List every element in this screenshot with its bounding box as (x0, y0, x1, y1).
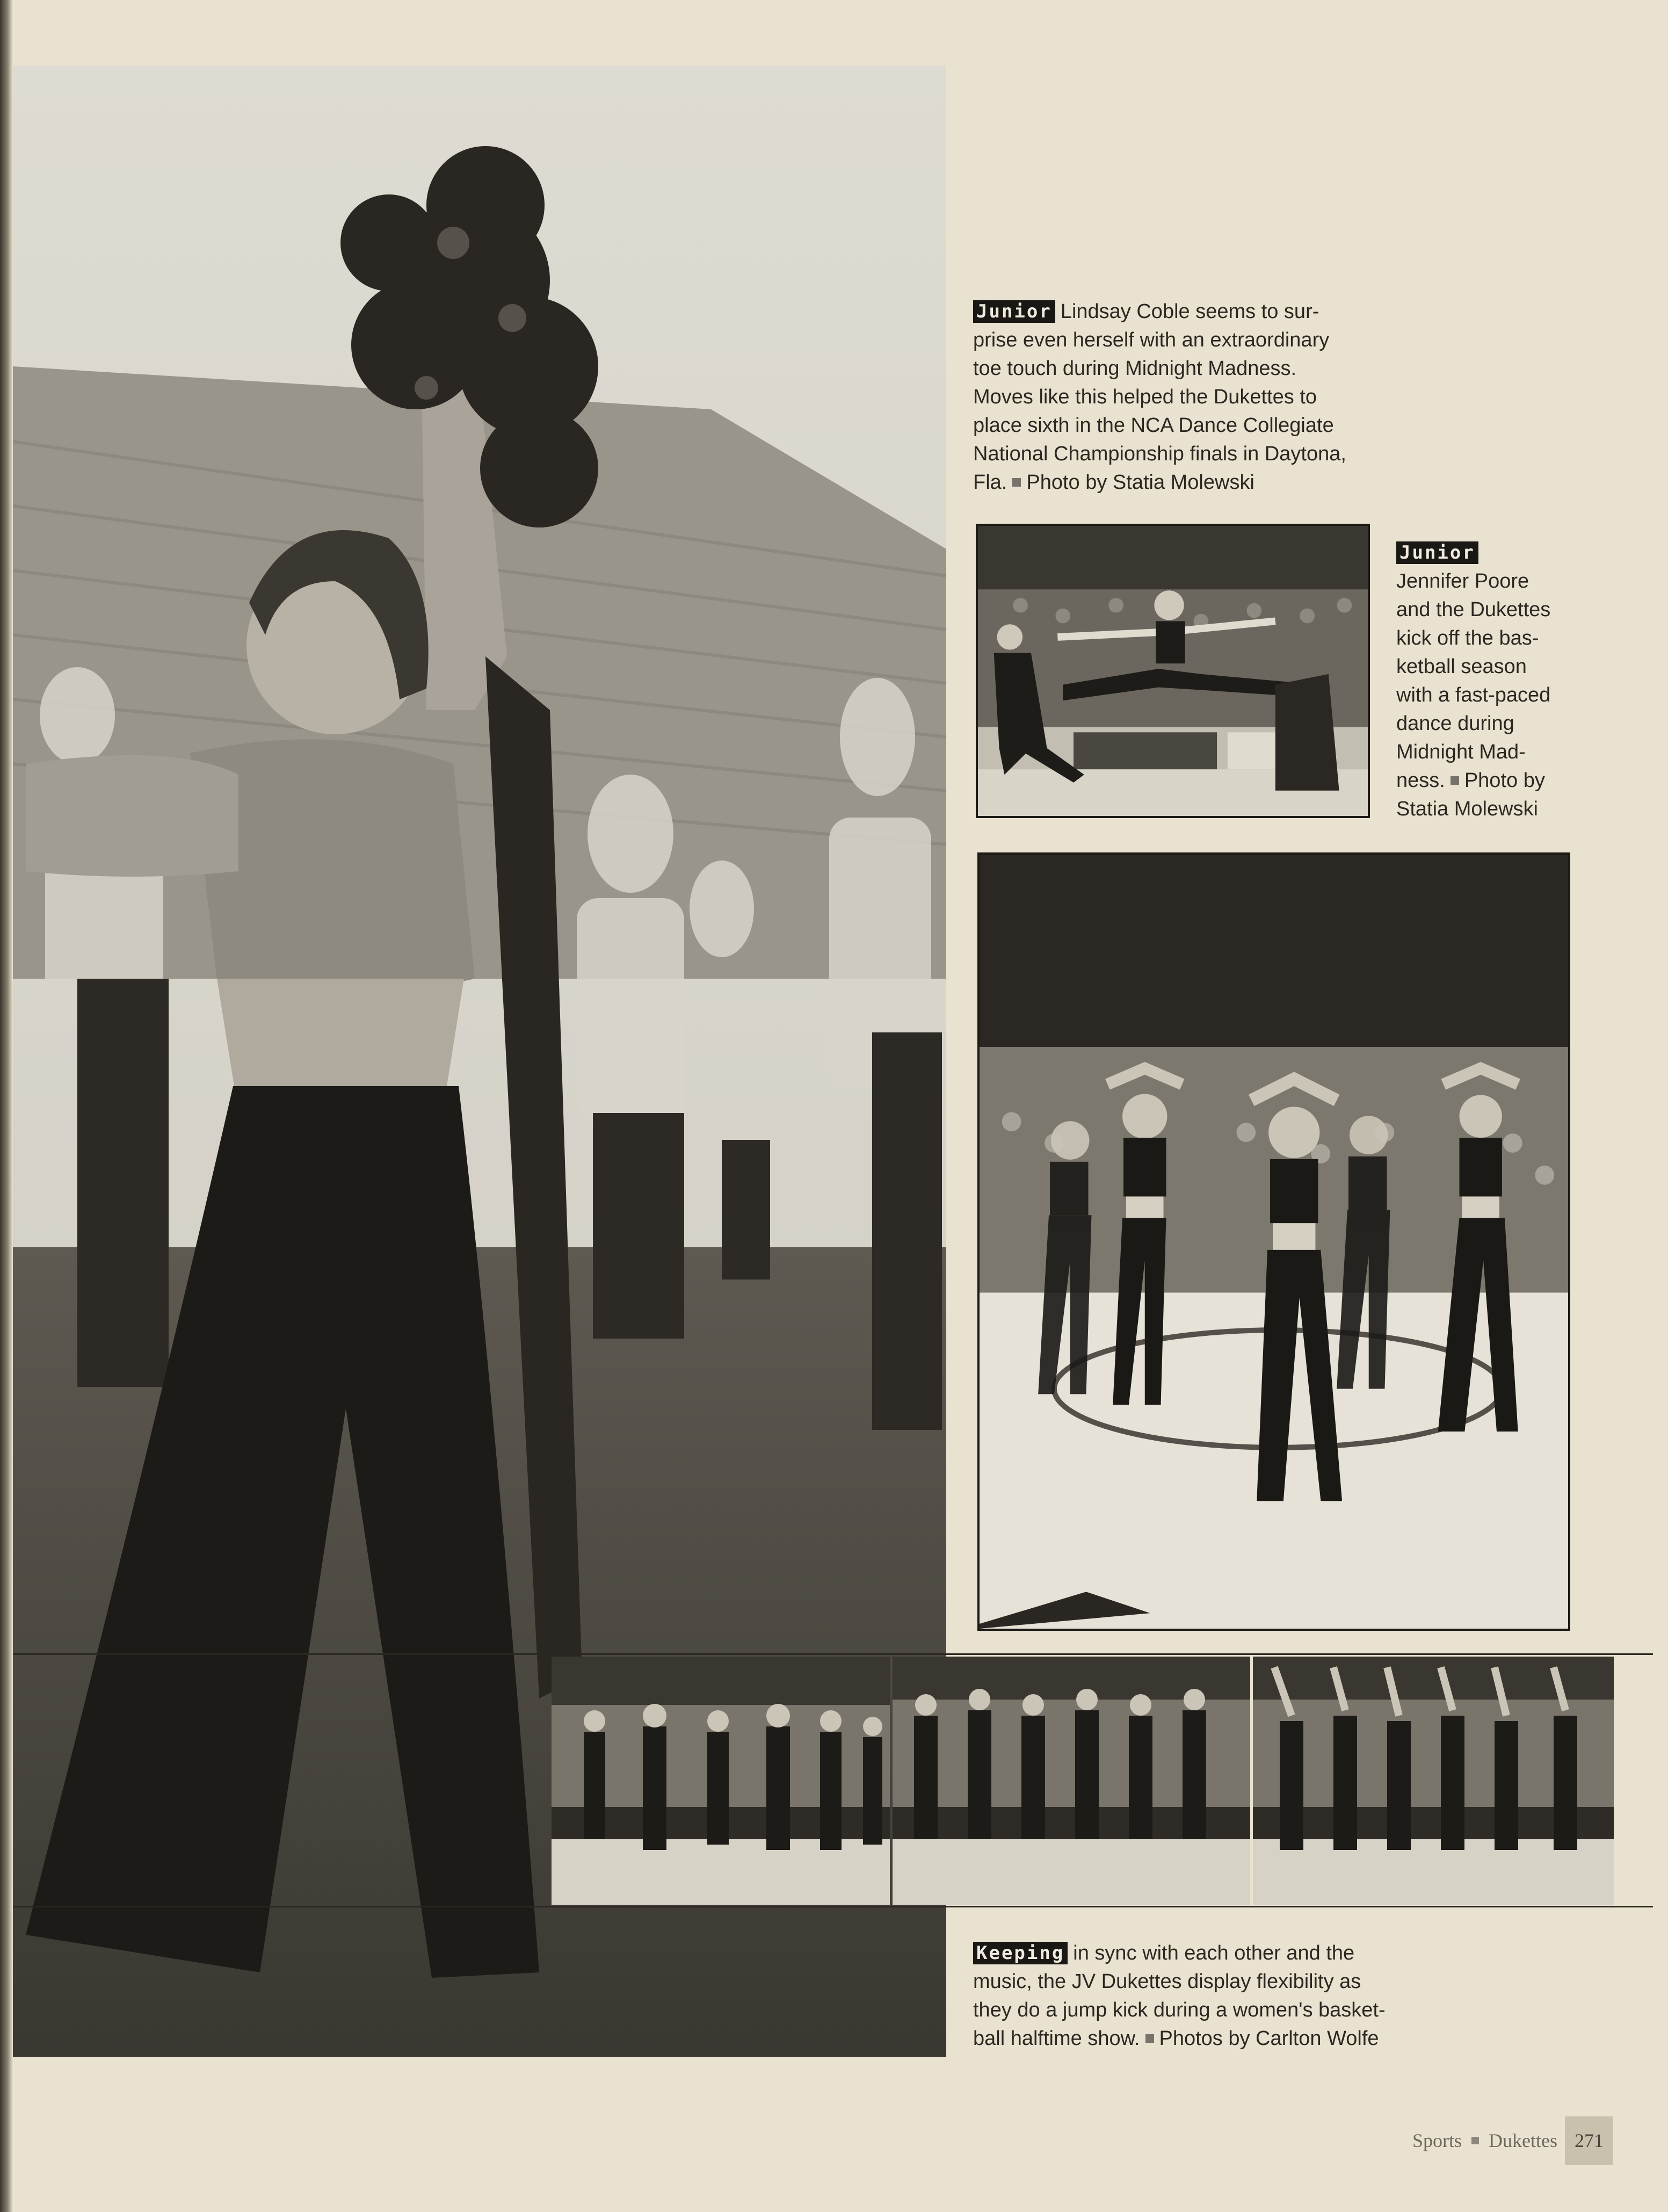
kick-line-photo-1 (552, 1657, 890, 1905)
photo-credit: Photo by Statia Molewski (1026, 471, 1254, 494)
bullet-square-icon (1471, 2137, 1479, 2144)
dance-formation-photo (977, 852, 1570, 1631)
page-spine-shadow (0, 0, 13, 2212)
caption-line: Jennifer Poore (1396, 570, 1529, 592)
caption-lead-tag: Keeping (973, 1942, 1068, 1964)
caption-line: kick off the bas- (1396, 627, 1539, 649)
caption-lead-tag: Junior (1396, 541, 1478, 564)
caption-line: they do a jump kick during a women's basket- (973, 1999, 1386, 2021)
photo-credit: Photos by Carlton Wolfe (1159, 2027, 1379, 2050)
caption-line: and the Dukettes (1396, 598, 1551, 621)
kick-line-photo-3 (1253, 1657, 1614, 1905)
caption-line: in sync with each other and the (1073, 1942, 1355, 1964)
caption-line: Lindsay Coble seems to sur- (1060, 300, 1319, 323)
page-folio (1412, 2116, 1613, 2165)
caption-lead-tag: Junior (973, 300, 1055, 323)
divider-rule (13, 1653, 1653, 1655)
caption-line: toe touch during Midnight Madness. (973, 357, 1297, 380)
caption-split-jump (1396, 539, 1573, 823)
caption-line: Moves like this helped the Dukettes to (973, 386, 1317, 408)
caption-line: Midnight Mad- (1396, 741, 1526, 763)
caption-line: prise even herself with an extraordinary (973, 329, 1330, 351)
caption-line: dance during (1396, 712, 1514, 735)
caption-line: ball halftime show. (973, 2027, 1140, 2050)
photo-credit-name: Statia Molewski (1396, 798, 1538, 820)
split-jump-photo (976, 524, 1370, 818)
photo-credit: Photo by (1464, 769, 1545, 792)
caption-toe-touch (973, 298, 1435, 497)
caption-kick-line (973, 1939, 1456, 2053)
folio-section: Sports (1412, 2130, 1462, 2151)
caption-line: ness. (1396, 769, 1445, 792)
caption-line: music, the JV Dukettes display flexibility as (973, 1970, 1361, 1993)
bullet-square-icon (1012, 478, 1021, 487)
bullet-square-icon (1145, 2034, 1154, 2043)
page-number: 271 (1565, 2116, 1613, 2165)
caption-line: ketball season (1396, 655, 1527, 678)
caption-line: National Championship finals in Daytona, (973, 443, 1346, 465)
bullet-square-icon (1451, 776, 1459, 785)
caption-line: place sixth in the NCA Dance Collegiate (973, 414, 1334, 437)
caption-line: with a fast-paced (1396, 684, 1551, 706)
divider-rule (13, 1906, 1653, 1907)
kick-line-photo-2 (893, 1657, 1250, 1905)
folio-subsection: Dukettes (1489, 2130, 1557, 2151)
caption-line: Fla. (973, 471, 1007, 494)
